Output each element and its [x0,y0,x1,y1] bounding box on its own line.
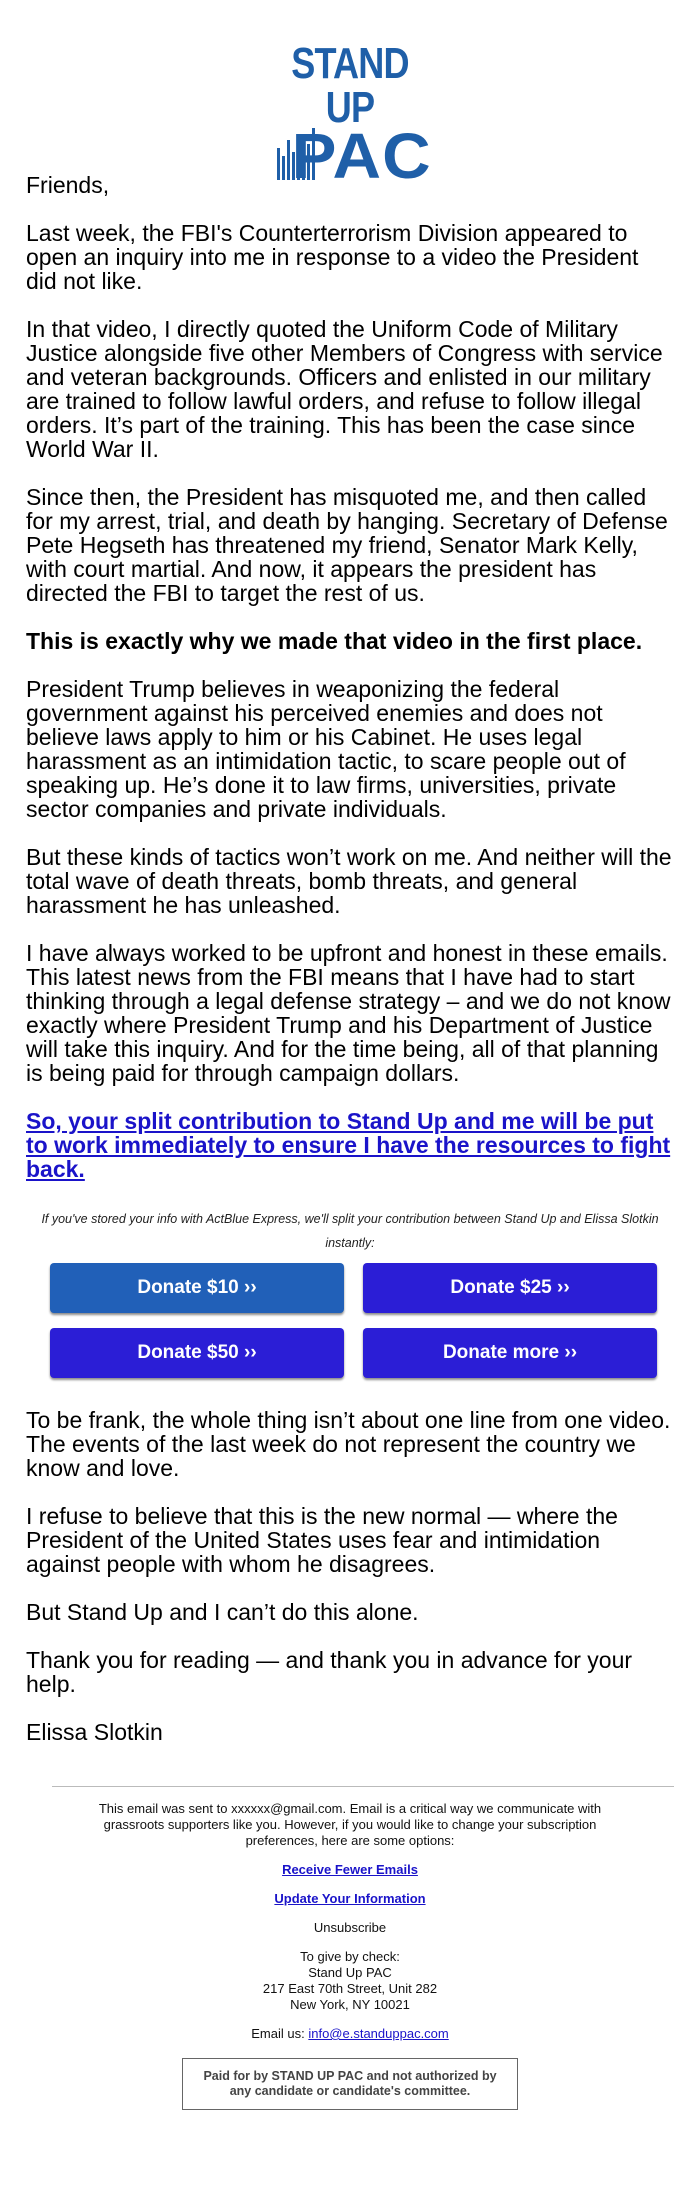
donate-button-grid [0,1263,700,1378]
email-footer [0,1801,700,2110]
address-name: Stand Up PAC [308,1965,392,1980]
greeting: Friends, [26,172,110,198]
address-street: 217 East 70th Street, Unit 282 [262,1981,438,1996]
contact-email-link[interactable]: info@e.standuppac.com [308,2026,449,2041]
donate-50-button[interactable]: Donate $50 ›› [50,1328,344,1378]
contact-line [86,2026,614,2042]
body-paragraph: But Stand Up and I can’t do this alone. [26,1599,419,1625]
footer-divider [52,1786,674,1787]
paid-for-disclaimer: Paid for by STAND UP PAC and not authorized by any candidate or candidate's committee. [182,2058,518,2110]
body-paragraph: Since then, the President has misquoted me, and then called for my arrest, trial, and death by hanging. Secretary of Defense Pete Hegseth has threatened my friend, Senator Mark Kelly, with court martial. And now, it appears the president has directed the FBI to target the rest of us. [26,484,668,606]
email-body [0,173,700,1181]
footer-intro: This email was sent to xxxxxx@gmail.com. Email is a critical way we communicate with grassroots supporters like you. However, if you would like to change your subscription preferences, here are some options: [98,1801,602,1848]
body-paragraph: I refuse to believe that this is the new normal — where the President of the United States uses fear and intimidation against people with whom he disagrees. [26,1503,618,1577]
unsubscribe-link[interactable]: Unsubscribe [313,1920,387,1935]
signature: Elissa Slotkin [26,1719,163,1745]
email-label: Email us: [251,2026,305,2041]
logo-bottom [275,120,432,192]
check-label: To give by check: [300,1949,400,1964]
body-paragraph: In that video, I directly quoted the Uniform Code of Military Justice alongside five other Members of Congress with service and veteran backgrounds. Officers and enlisted in our military are trained to follow lawful orders, and refuse to follow illegal orders. It’s part of the training. This has been the case since World War II. [26,316,663,462]
body-paragraph: Last week, the FBI's Counterterrorism Division appeared to open an inquiry into me in response to a video the President did not like. [26,220,639,294]
update-information-link[interactable]: Update Your Information [274,1891,426,1906]
receive-fewer-emails-link[interactable]: Receive Fewer Emails [282,1862,418,1877]
logo-top-text: STAND UP [291,39,409,132]
donate-more-button[interactable]: Donate more ›› [363,1328,657,1378]
donate-10-button[interactable]: Donate $10 ›› [50,1263,344,1313]
address-city: New York, NY 10021 [290,1997,410,2012]
email-body-closing [0,1408,700,1744]
body-paragraph: To be frank, the whole thing isn’t about one line from one video. The events of the last week do not represent the country we know and love. [26,1407,671,1481]
body-paragraph: Thank you for reading — and thank you in advance for your help. [26,1647,633,1697]
body-paragraph: I have always worked to be upfront and honest in these emails. This latest news from the FBI means that I have had to start thinking through a legal defense strategy – and we do not know exactly where President Trump and his Department of Justice will take this inquiry. And for the time being, all of that planning is being paid for through campaign dollars. [26,940,671,1086]
stand-up-pac-logo [275,39,432,192]
body-paragraph: President Trump believes in weaponizing the federal government against his perceived enemies and does not believe laws apply to him or his Cabinet. He uses legal harassment as an intimidation tactic, to scare people out of speaking up. He’s done it to law firms, universities, private sector companies and private individuals. [26,676,626,822]
actblue-note: If you've stored your info with ActBlue Express, we'll split your contribution between Stand Up and Elissa Slotkin instantly: [41,1212,659,1250]
split-contribution-link[interactable]: So, your split contribution to Stand Up and me will be put to work immediately to ensure I have the resources to fight back. [26,1108,671,1182]
logo-pac-text: PAC [291,120,432,192]
bold-statement: This is exactly why we made that video in the first place. [26,628,643,654]
donate-25-button[interactable]: Donate $25 ›› [363,1263,657,1313]
body-paragraph: But these kinds of tactics won’t work on me. And neither will the total wave of death threats, bomb threats, and general harassment he has unleashed. [26,844,672,918]
